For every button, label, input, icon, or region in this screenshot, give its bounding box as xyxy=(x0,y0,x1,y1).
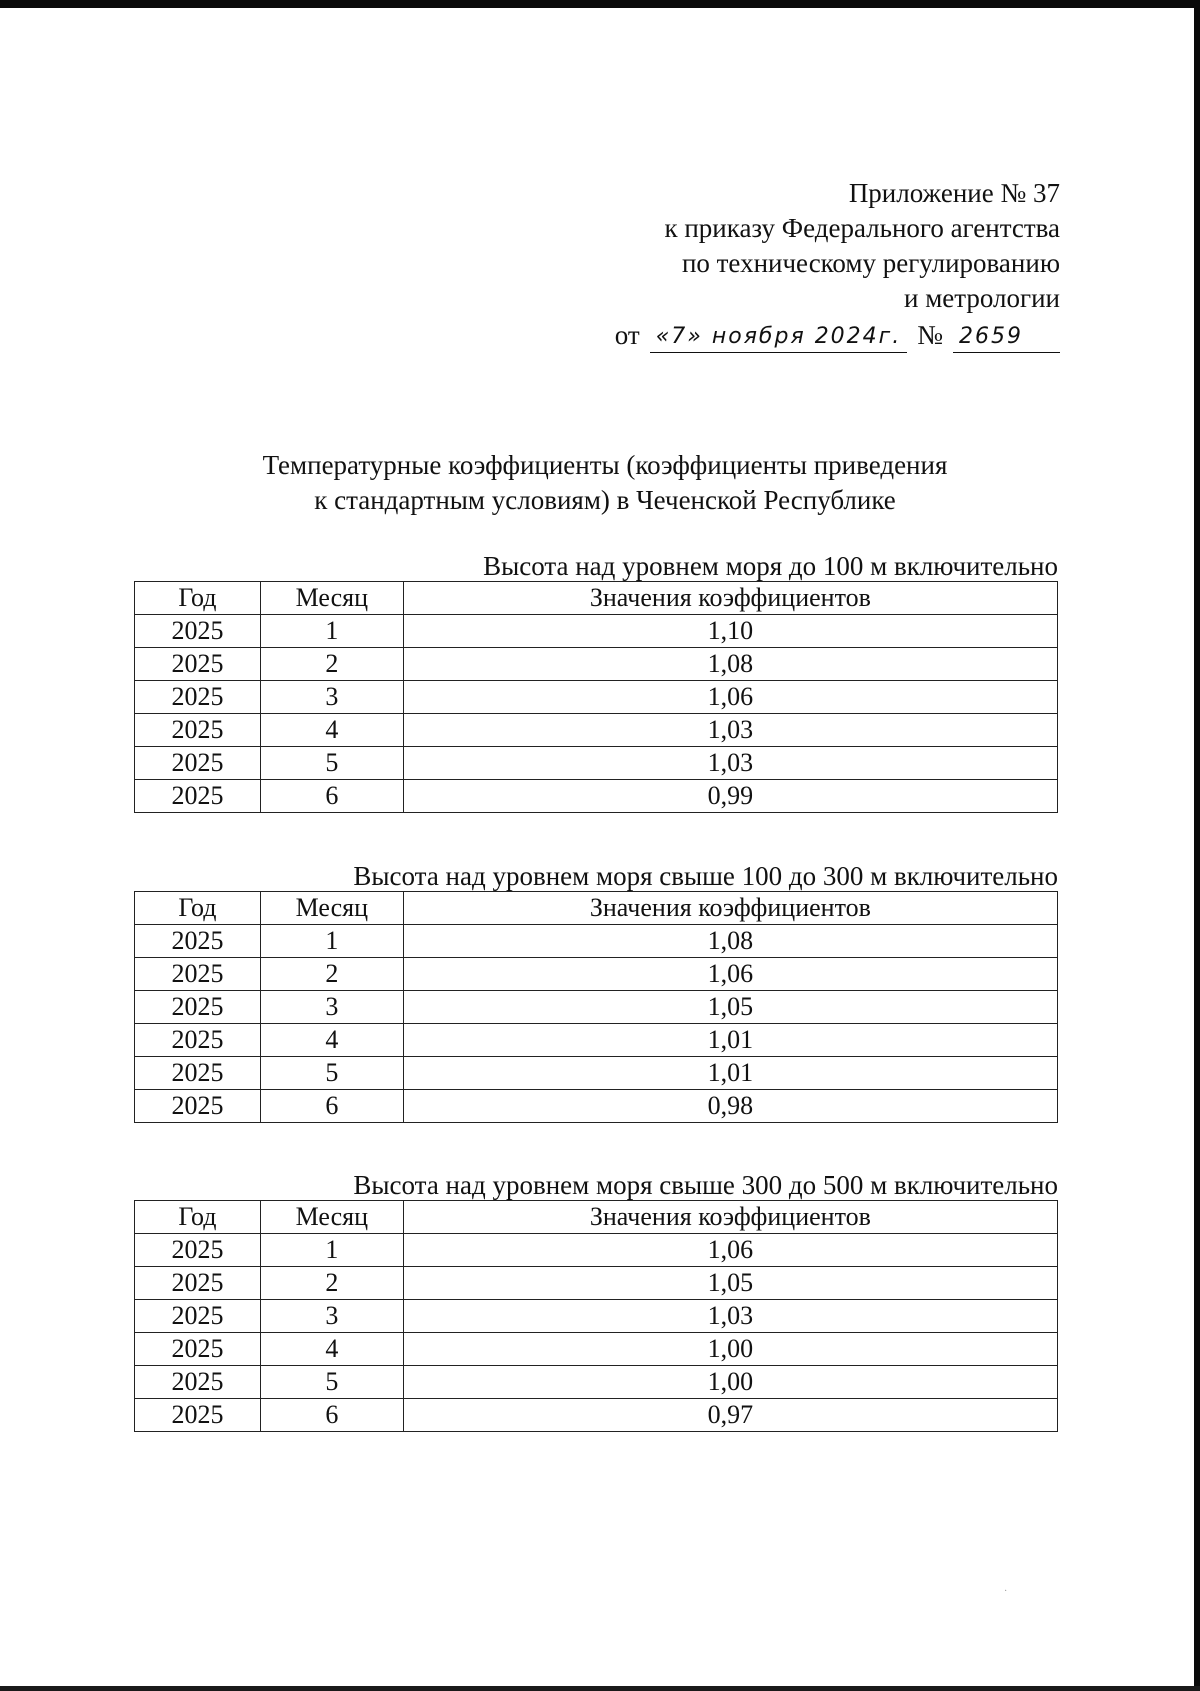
cell-year: 2025 xyxy=(135,958,261,991)
cell-year: 2025 xyxy=(135,747,261,780)
table-caption: Высота над уровнем моря до 100 м включительно xyxy=(483,551,1058,581)
cell-value: 1,05 xyxy=(403,991,1057,1024)
header-value: Значения коэффициентов xyxy=(403,1201,1057,1234)
cell-year: 2025 xyxy=(135,1366,261,1399)
table-header-row xyxy=(135,582,1058,615)
title-line-2: к стандартным условиям) в Чеченской Республике xyxy=(314,485,896,515)
cell-month: 4 xyxy=(260,714,403,747)
table-row xyxy=(135,1366,1058,1399)
header-year: Год xyxy=(135,582,261,615)
appendix-number: Приложение № 37 xyxy=(848,178,1060,208)
header-value: Значения коэффициентов xyxy=(403,892,1057,925)
cell-year: 2025 xyxy=(135,1399,261,1432)
cell-year: 2025 xyxy=(135,1267,261,1300)
cell-year: 2025 xyxy=(135,1057,261,1090)
cell-year: 2025 xyxy=(135,681,261,714)
cell-month: 2 xyxy=(260,958,403,991)
header-month: Месяц xyxy=(260,892,403,925)
cell-value: 1,06 xyxy=(403,681,1057,714)
appendix-agency-line-end: и метрологии xyxy=(904,283,1060,313)
cell-month: 5 xyxy=(260,747,403,780)
scan-edge-bottom xyxy=(0,1686,1200,1691)
table-row xyxy=(135,925,1058,958)
cell-year: 2025 xyxy=(135,714,261,747)
cell-value: 1,08 xyxy=(403,925,1057,958)
cell-value: 1,01 xyxy=(403,1057,1057,1090)
table-row xyxy=(135,747,1058,780)
table-caption: Высота над уровнем моря свыше 100 до 300 м включительно xyxy=(353,861,1058,891)
cell-month: 4 xyxy=(260,1333,403,1366)
order-date-number-line xyxy=(615,318,1060,353)
cell-value: 1,03 xyxy=(403,1300,1057,1333)
cell-year: 2025 xyxy=(135,615,261,648)
cell-year: 2025 xyxy=(135,925,261,958)
cell-year: 2025 xyxy=(135,648,261,681)
cell-value: 1,00 xyxy=(403,1366,1057,1399)
cell-year: 2025 xyxy=(135,1090,261,1123)
cell-month: 4 xyxy=(260,1024,403,1057)
table-row xyxy=(135,958,1058,991)
cell-month: 6 xyxy=(260,1399,403,1432)
cell-value: 0,98 xyxy=(403,1090,1057,1123)
table-row xyxy=(135,1267,1058,1300)
cell-month: 2 xyxy=(260,648,403,681)
from-label: от xyxy=(614,320,640,350)
handwritten-number: 2659 xyxy=(953,324,1060,353)
handwritten-date: «7» ноября 2024г. xyxy=(650,324,908,353)
table-row xyxy=(135,991,1058,1024)
cell-month: 5 xyxy=(260,1366,403,1399)
altitude-section-2 xyxy=(134,861,1058,1123)
cell-year: 2025 xyxy=(135,991,261,1024)
scan-edge-top xyxy=(0,0,1200,8)
cell-value: 1,03 xyxy=(403,714,1057,747)
cell-year: 2025 xyxy=(135,780,261,813)
coefficients-table xyxy=(134,1200,1058,1432)
appendix-order-ref: к приказу Федерального агентства xyxy=(664,213,1060,243)
header-month: Месяц xyxy=(260,582,403,615)
table-row xyxy=(135,615,1058,648)
cell-month: 2 xyxy=(260,1267,403,1300)
appendix-agency-line: по техническому регулированию xyxy=(681,248,1060,278)
cell-month: 5 xyxy=(260,1057,403,1090)
table-header-row xyxy=(135,1201,1058,1234)
table-caption: Высота над уровнем моря свыше 300 до 500 м включительно xyxy=(353,1170,1058,1200)
cell-value: 1,10 xyxy=(403,615,1057,648)
cell-month: 3 xyxy=(260,991,403,1024)
title-line-1: Температурные коэффициенты (коэффициенты приведения xyxy=(262,450,948,480)
cell-month: 6 xyxy=(260,1090,403,1123)
cell-month: 3 xyxy=(260,1300,403,1333)
cell-year: 2025 xyxy=(135,1024,261,1057)
coefficients-table xyxy=(134,581,1058,813)
cell-value: 1,06 xyxy=(403,958,1057,991)
document-title xyxy=(200,448,1010,518)
cell-month: 1 xyxy=(260,615,403,648)
cell-year: 2025 xyxy=(135,1300,261,1333)
cell-year: 2025 xyxy=(135,1333,261,1366)
cell-month: 3 xyxy=(260,681,403,714)
cell-value: 1,03 xyxy=(403,747,1057,780)
cell-value: 1,00 xyxy=(403,1333,1057,1366)
cell-value: 1,05 xyxy=(403,1267,1057,1300)
cell-month: 6 xyxy=(260,780,403,813)
altitude-section-1 xyxy=(134,551,1058,813)
table-row xyxy=(135,681,1058,714)
table-row xyxy=(135,1399,1058,1432)
cell-value: 1,01 xyxy=(403,1024,1057,1057)
coefficients-table xyxy=(134,891,1058,1123)
header-month: Месяц xyxy=(260,1201,403,1234)
header-year: Год xyxy=(135,892,261,925)
appendix-header xyxy=(615,176,1060,353)
cell-year: 2025 xyxy=(135,1234,261,1267)
table-row xyxy=(135,1300,1058,1333)
table-row xyxy=(135,1234,1058,1267)
header-value: Значения коэффициентов xyxy=(403,582,1057,615)
cell-month: 1 xyxy=(260,925,403,958)
cell-value: 1,08 xyxy=(403,648,1057,681)
cell-month: 1 xyxy=(260,1234,403,1267)
table-row xyxy=(135,1333,1058,1366)
number-label: № xyxy=(917,320,943,350)
table-header-row xyxy=(135,892,1058,925)
altitude-section-3 xyxy=(134,1170,1058,1432)
cell-value: 1,06 xyxy=(403,1234,1057,1267)
table-row xyxy=(135,1090,1058,1123)
table-row xyxy=(135,648,1058,681)
cell-value: 0,99 xyxy=(403,780,1057,813)
table-row xyxy=(135,714,1058,747)
table-row xyxy=(135,1057,1058,1090)
table-row xyxy=(135,780,1058,813)
scan-edge-right xyxy=(1194,0,1200,1691)
header-year: Год xyxy=(135,1201,261,1234)
table-row xyxy=(135,1024,1058,1057)
cell-value: 0,97 xyxy=(403,1399,1057,1432)
scan-speck: · xyxy=(1004,1586,1008,1597)
